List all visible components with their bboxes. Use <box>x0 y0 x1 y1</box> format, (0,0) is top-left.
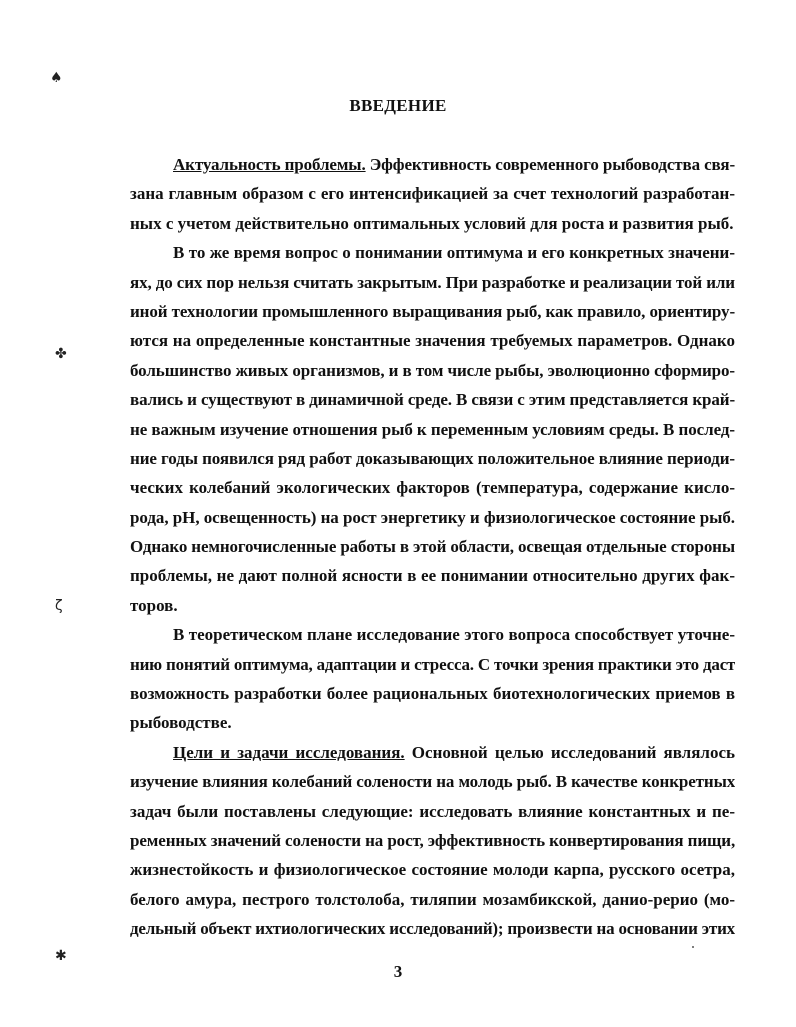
paragraph-3-line-4: рыбоводстве. <box>130 713 232 733</box>
paragraph-2-line-5: большинство живых организмов, и в том числе рыбы, эволюционно сформиро- <box>130 360 735 380</box>
paragraph-1-line-1 <box>130 150 735 179</box>
paragraph-1-line-2: зана главным образом с его интенсификацией за счет технологий разработан- <box>130 184 735 204</box>
paragraph-3-line-2: нию понятий оптимума, адаптации и стресса. С точки зрения практики это даст <box>130 654 735 674</box>
paragraph-2-line-7: не важным изучение отношения рыб к переменным условиям среды. В послед- <box>130 419 735 439</box>
paragraph-2-line-3: иной технологии промышленного выращивания рыб, как правило, ориентиру- <box>130 301 735 321</box>
paragraph-2-line-2: ях, до сих пор нельзя считать закрытым. При разработке и реализации той или <box>130 272 735 292</box>
paragraph-3-line-3: возможность разработки более рациональных биотехнологических приемов в <box>130 684 735 704</box>
paragraph-1-line-1-text: Эффективность современного рыбоводства свя- <box>365 155 735 174</box>
paragraph-1-heading: Актуальность проблемы. <box>173 155 366 174</box>
paragraph-3-line-1: В теоретическом плане исследование этого вопроса способствует уточне- <box>173 625 735 645</box>
paragraph-4-line-5: жизнестойкость и физиологическое состояние молоди карпа, русского осетра, <box>130 860 735 880</box>
paragraph-4-line-1 <box>130 738 735 767</box>
margin-mark-4: ✱ <box>55 948 67 964</box>
paragraph-2-line-4: ются на определенные константные значения требуемых параметров. Однако <box>130 331 735 351</box>
paragraph-2-line-12: проблемы, не дают полной ясности в ее понимании относительно других фак- <box>130 566 735 586</box>
paragraph-2-line-9: ческих колебаний экологических факторов (температура, содержание кисло- <box>130 478 735 498</box>
body-text <box>130 150 735 944</box>
paragraph-2-line-8: ние годы появился ряд работ доказывающих положительное влияние периоди- <box>130 448 735 468</box>
paragraph-2-line-11: Однако немногочисленные работы в этой области, освещая отдельные стороны <box>130 537 735 557</box>
paragraph-2-line-1: В то же время вопрос о понимании оптимума и его конкретных значени- <box>173 243 735 263</box>
paragraph-2-line-10: рода, pH, освещенность) на рост энергетику и физиологическое состояние рыб. <box>130 507 735 527</box>
margin-mark-3: ζ <box>55 598 63 614</box>
paragraph-4-line-1-text: Основной целью исследований являлось <box>404 742 735 762</box>
page-number: 3 <box>393 962 403 981</box>
paragraph-4-line-2: изучение влияния колебаний солености на молодь рыб. В качестве конкретных <box>130 772 735 792</box>
paragraph-4-line-4: ременных значений солености на рост, эффективность конвертирования пищи, <box>130 830 735 850</box>
paragraph-2-line-13: торов. <box>130 595 178 615</box>
page-title: ВВЕДЕНИЕ <box>349 96 447 115</box>
margin-mark-2: ✤ <box>55 346 67 362</box>
paragraph-4-line-7: дельный объект ихтиологических исследований); произвести на основании этих <box>130 919 735 939</box>
paragraph-4-heading: Цели и задачи исследования. <box>173 742 405 762</box>
speck <box>692 946 694 948</box>
paragraph-2-line-6: вались и существуют в динамичной среде. В связи с этим представляется край- <box>130 390 735 410</box>
paragraph-1-line-3: ных с учетом действительно оптимальных условий для роста и развития рыб. <box>130 213 734 233</box>
paragraph-4-line-6: белого амура, пестрого толстолоба, тиляпии мозамбикской, данио-рерио (мо- <box>130 889 735 909</box>
paragraph-4-line-3: задач были поставлены следующие: исследовать влияние константных и пе- <box>130 801 735 821</box>
margin-mark-1: ♠ <box>50 70 63 86</box>
